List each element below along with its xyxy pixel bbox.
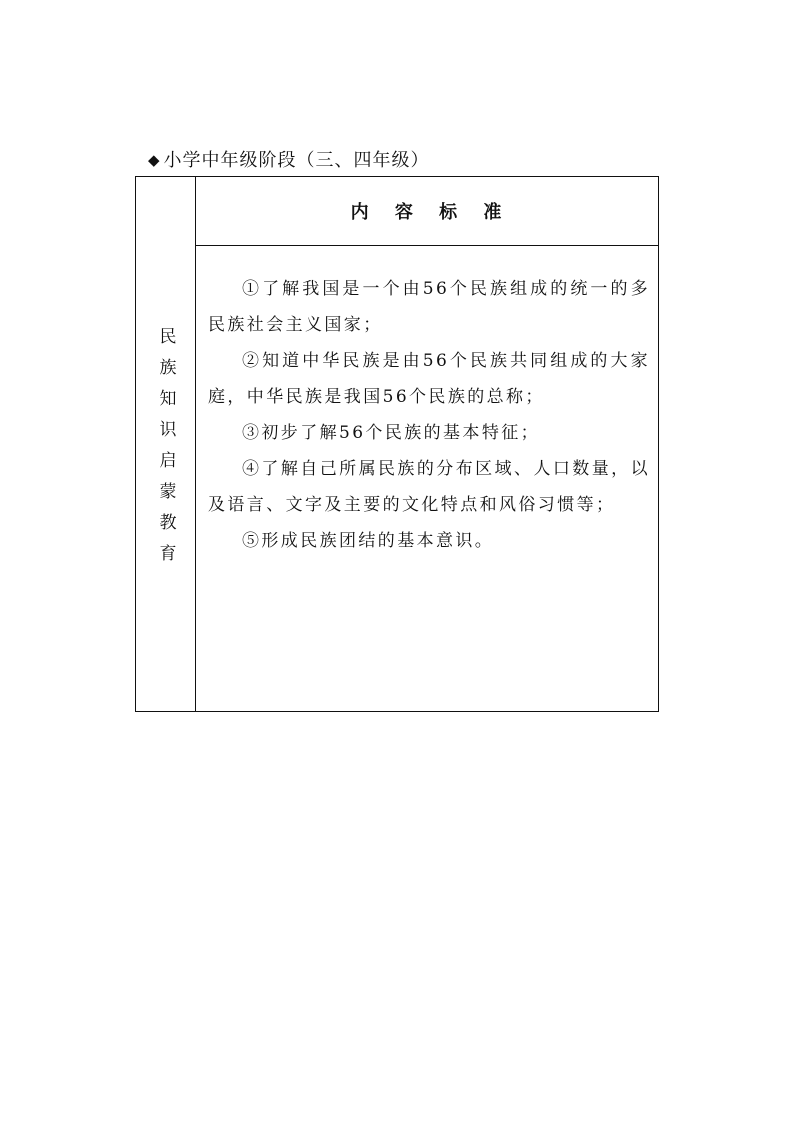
column-header: 内 容 标 准 xyxy=(196,177,658,246)
standard-item: ③初步了解56个民族的基本特征； xyxy=(242,423,541,443)
standard-item: ②知道中华民族是由56个民族共同组成的大家庭，中华民族是我国56个民族的总称； xyxy=(208,351,650,407)
section-heading xyxy=(148,147,430,174)
standard-item: ④了解自己所属民族的分布区域、人口数量，以及语言、文字及主要的文化特点和风俗习惯等； xyxy=(208,459,650,515)
category-cell xyxy=(136,177,196,711)
category-label: 民族知识启蒙教育 xyxy=(155,327,176,575)
diamond-bullet-icon: ◆ xyxy=(148,151,161,169)
standards-list xyxy=(208,271,650,559)
standard-item: ⑤形成民族团结的基本意识。 xyxy=(242,531,495,551)
section-heading-text: 小学中年级阶段（三、四年级） xyxy=(163,150,430,171)
standards-column xyxy=(196,177,658,711)
standard-item: ①了解我国是一个由56个民族组成的统一的多民族社会主义国家； xyxy=(208,279,650,335)
content-standards-table xyxy=(135,176,659,712)
